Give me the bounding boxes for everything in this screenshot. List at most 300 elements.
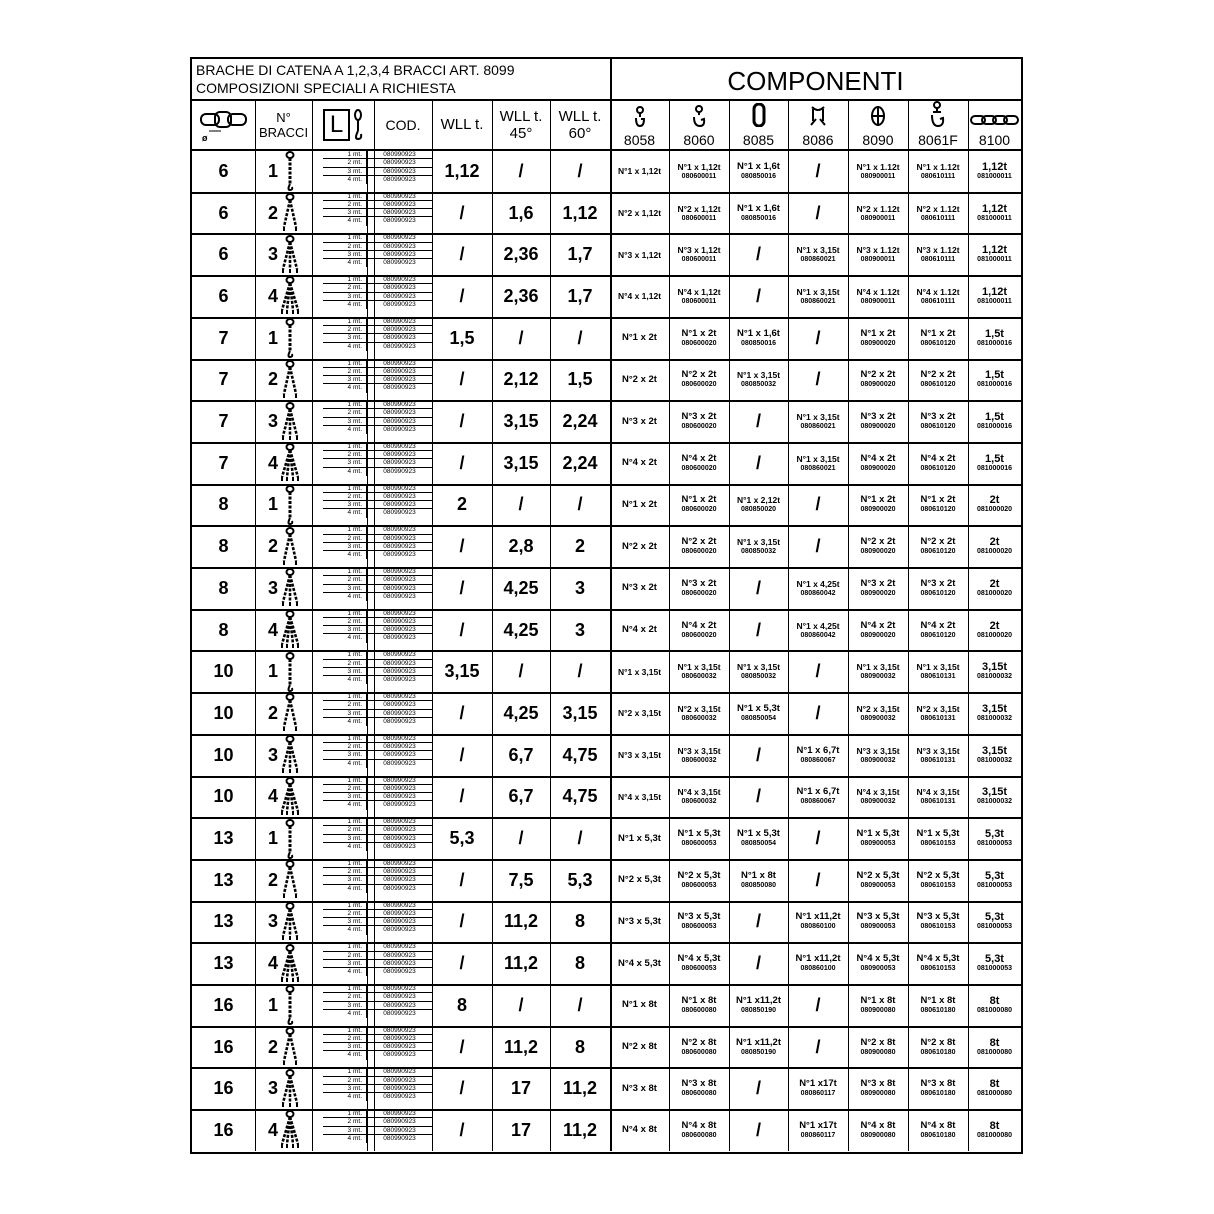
component-code: 080600020 [681,423,717,431]
bracci-number: 3 [267,244,278,265]
component-cell-8090 [848,276,908,317]
length-label: 2 mt. [323,785,367,792]
wll-value: 1,12 [444,160,480,181]
bracci-number: 2 [267,369,278,390]
length-row [323,1035,432,1043]
length-label: 1 mt. [323,151,367,158]
sling-leg-icon [281,318,299,358]
component-spec: N°2 x 2t [920,536,956,548]
component-spec: N°3 x 3,15t [677,745,721,756]
wll-45-value: 17 [510,1078,532,1099]
length-code: 080990923 [383,292,416,300]
length-row [323,276,432,284]
bracci-header-label: N° [276,109,291,125]
length-label: 2 mt. [323,451,367,458]
length-row [323,443,432,451]
component-code: 080850032 [740,381,777,389]
component-spec: N°3 x 8t [681,1078,717,1090]
bracci-count [255,735,312,776]
component-spec: N°1 x 3,15t [796,453,840,464]
component-code: 081000032 [976,756,1013,764]
length-code: 080990923 [383,1034,416,1042]
component-cell-8090 [848,526,908,567]
component-cell-8058 [610,777,669,818]
wll-45-value: / [518,327,524,348]
component-code: 080600020 [681,631,717,639]
component-cell-8058 [610,151,669,192]
length-row [323,660,432,668]
component-cell-8085 [729,735,788,776]
component-code: 080600020 [681,381,717,389]
component-cell-8100 [968,777,1021,818]
length-row [323,818,432,826]
wll-45-value: / [518,661,524,682]
length-label: 1 mt. [323,1068,367,1075]
length-row [323,876,432,884]
component-code: 081000053 [976,923,1013,931]
length-code: 080990923 [383,576,416,584]
sling-leg-icon [281,1027,299,1067]
component-code: 8061F [918,132,958,148]
component-cell-8058 [610,735,669,776]
component-code: 080610120 [920,548,956,556]
component-cell-8086 [788,902,848,943]
component-code: 080600020 [681,589,717,597]
bracci-number: 4 [267,953,278,974]
length-row [323,451,432,459]
component-spec: N°4 x 1,12t [677,286,721,297]
component-code: 080610120 [920,464,956,472]
component-spec: N°3 x 3,15t [916,745,960,756]
length-label: 2 mt. [323,1077,367,1084]
component-code: 080850032 [740,548,777,556]
component-code: 081000053 [976,965,1013,973]
component-cell-8100 [968,860,1021,901]
length-code: 080990923 [383,317,416,325]
component-cell-8060 [669,193,729,234]
length-row [323,793,432,801]
length-label: 3 mt. [323,376,367,383]
component-cell-8058 [610,526,669,567]
wll-60-value: 1,5 [567,369,593,390]
component-code: 8100 [978,132,1011,148]
component-cell-8060 [669,651,729,692]
component-cell-8058 [610,610,669,651]
component-code: 080610131 [920,756,956,764]
component-spec: / [755,744,761,765]
wll-value: / [459,911,465,932]
wll-value: / [459,1078,465,1099]
length-code-block [323,943,432,984]
component-spec: / [815,202,821,223]
length-code-block [323,526,432,567]
component-header-8090 [848,99,908,150]
chain-diameter: 8 [218,536,229,557]
wll-value: / [459,744,465,765]
component-spec: N°4 x 8t [920,1119,956,1131]
component-cell-8058 [610,985,669,1026]
component-cell-8061F [908,943,968,984]
length-code: 080990923 [383,1051,416,1059]
component-cell-8090 [848,443,908,484]
component-spec: 1,5t [985,411,1004,424]
component-cell-8058 [610,860,669,901]
bracci-number: 3 [267,411,278,432]
component-spec: N°1 x 4,25t [796,578,840,589]
component-spec: N°3 x 8t [622,1082,657,1094]
length-label: 1 mt. [323,610,367,617]
component-cell-8100 [968,276,1021,317]
length-code: 080990923 [383,484,416,492]
length-row [323,968,432,976]
length-code: 080990923 [383,326,416,334]
length-code: 080990923 [383,626,416,634]
length-label: 3 mt. [323,251,367,258]
length-code-block [323,693,432,734]
component-cell-8100 [968,234,1021,275]
component-spec: N°2 x 1,12t [617,208,662,219]
bracci-count [255,1068,312,1109]
length-label: 2 mt. [323,535,367,542]
component-spec: N°1 x 5,3t [737,702,780,714]
component-code: 080600080 [681,1131,717,1139]
component-cell-8085 [729,526,788,567]
length-row [323,777,432,785]
length-row [323,735,432,743]
length-row [323,159,432,167]
component-code: 080900020 [860,339,896,347]
length-code: 080990923 [383,901,416,909]
length-code-block [323,485,432,526]
length-label: 3 mt. [323,626,367,633]
wll-60-value: / [577,661,583,682]
component-code: 8090 [862,132,894,148]
component-spec: N°1 x 3,15t [736,662,781,673]
component-code: 080900080 [860,1006,896,1014]
component-spec: N°4 x 2t [681,619,717,631]
component-code: 081000011 [977,297,1012,305]
component-cell-8085 [729,943,788,984]
component-cell-8085 [729,193,788,234]
wll-45-value: / [518,994,524,1015]
bracci-count [255,651,312,692]
length-code: 080990923 [383,651,416,659]
length-code: 080990923 [383,1134,416,1142]
length-row [323,710,432,718]
component-spec: N°1 x 2t [860,494,896,506]
component-cell-8061F [908,1068,968,1109]
component-code: 081000080 [976,1048,1013,1056]
length-code-block [323,234,432,275]
component-spec: N°1 x11,2t [795,953,841,965]
component-header-8061F [908,99,968,150]
component-code: 080610180 [920,1131,956,1139]
bracci-count [255,360,312,401]
length-code: 080990923 [383,334,416,342]
length-code: 080990923 [383,284,416,292]
length-code: 080990923 [383,1001,416,1009]
component-cell-8060 [669,443,729,484]
component-code: 080600053 [681,840,717,848]
component-code: 080900032 [860,714,896,722]
component-spec: N°4 x 5,3t [618,957,661,969]
length-label: 4 mt. [323,843,367,851]
length-label: 4 mt. [323,468,367,476]
length-code-block [323,568,432,609]
wll-45-value: 4,25 [503,619,539,640]
component-cell-8090 [848,985,908,1026]
length-code: 080990923 [383,467,416,475]
component-spec: / [755,411,761,432]
length-row [323,284,432,292]
length-code: 080990923 [383,592,416,600]
component-code: 080850054 [740,714,777,722]
component-spec: N°3 x 1,12t [677,245,721,256]
chain-diameter: 10 [213,702,234,723]
length-label: 1 mt. [323,902,367,909]
bracci-number: 3 [267,1078,278,1099]
component-spec: / [755,1119,761,1140]
component-spec: N°3 x 2t [860,577,896,589]
bracci-count [255,860,312,901]
component-cell-8085 [729,318,788,359]
component-cell-8100 [968,443,1021,484]
component-spec: N°2 x 5,3t [916,869,960,881]
wll-value: / [459,202,465,223]
component-spec: N°1 x 3,15t [796,412,840,423]
components-title: COMPONENTI [727,65,904,96]
component-cell-8058 [610,1027,669,1068]
wll60-header-label: WLL t. [558,107,602,125]
component-cell-8090 [848,1027,908,1068]
component-cell-8060 [669,360,729,401]
component-cell-8100 [968,943,1021,984]
component-spec: 1,12t [981,244,1008,257]
length-code: 080990923 [383,509,416,517]
component-spec: 5,3t [985,869,1004,882]
bracci-number: 4 [267,285,278,306]
length-row [323,293,432,301]
component-cell-8061F [908,610,968,651]
component-spec: N°4 x 8t [622,1124,657,1136]
length-label: 2 mt. [323,618,367,625]
component-code: 080900020 [860,464,896,472]
component-header-8085 [729,99,788,150]
component-code: 081000020 [976,548,1013,556]
length-row [323,585,432,593]
component-code: 080600053 [681,923,717,931]
component-code: 080850016 [740,214,777,222]
length-label: 1 mt. [323,443,367,450]
component-cell-8085 [729,401,788,442]
component-spec: N°1 x 2,12t [736,495,781,506]
component-code: 080600020 [681,548,717,556]
component-spec: N°2 x 3,15t [617,708,662,719]
component-code: 080860021 [800,297,836,305]
component-spec: N°4 x 3,15t [856,787,900,798]
component-cell-8090 [848,818,908,859]
component-spec: N°1 x 3,15t [736,537,781,548]
length-code-block [323,401,432,442]
length-label: 3 mt. [323,1127,367,1134]
component-code: 080610153 [920,881,956,889]
wll-60-value: 5,3 [567,869,593,890]
component-cell-8060 [669,276,729,317]
length-code: 080990923 [383,868,416,876]
component-code: 080610120 [920,339,956,347]
component-code: 081000020 [976,631,1013,639]
component-code: 080900020 [860,589,896,597]
wll-value: / [459,577,465,598]
component-spec: / [815,661,821,682]
component-spec: N°3 x 1,12t [617,249,662,260]
component-spec: / [755,786,761,807]
component-code: 080600011 [681,256,717,264]
chain-diameter: 8 [218,577,229,598]
length-label: 4 mt. [323,760,367,768]
component-cell-8086 [788,1068,848,1109]
component-code: 080900053 [860,881,896,889]
component-code: 081000032 [976,798,1013,806]
component-spec: 2t [989,577,1000,590]
component-code: 081000053 [976,881,1013,889]
length-row [323,326,432,334]
length-row [323,1093,432,1101]
component-spec: N°4 x 2t [622,457,657,469]
length-code: 080990923 [383,192,416,200]
sling-leg-icon [281,693,299,733]
component-cell-8060 [669,318,729,359]
length-label: 4 mt. [323,593,367,601]
component-cell-8086 [788,234,848,275]
length-label: 1 mt. [323,1027,367,1034]
component-spec: / [815,1036,821,1057]
length-label: 4 mt. [323,676,367,684]
length-label: 3 mt. [323,793,367,800]
component-cell-8090 [848,943,908,984]
length-row [323,960,432,968]
component-cell-8085 [729,360,788,401]
component-spec: N°4 x 5,3t [677,953,721,965]
component-code: 080860067 [800,756,836,764]
wll-45-value: 6,7 [508,786,534,807]
component-code: 080610111 [920,172,956,180]
length-label: 4 mt. [323,968,367,976]
component-cell-8058 [610,902,669,943]
component-cell-8085 [729,860,788,901]
component-spec: N°1 x 3,15t [677,662,721,673]
length-code: 080990923 [383,501,416,509]
length-row [323,217,432,225]
sling-leg-icon [281,568,299,608]
component-cell-8100 [968,610,1021,651]
length-row [323,418,432,426]
length-code: 080990923 [383,701,416,709]
component-spec: N°1 x 2t [860,327,896,339]
wll-value: 3,15 [444,661,480,682]
component-cell-8090 [848,693,908,734]
column-divider [312,99,313,1151]
length-label: 1 mt. [323,568,367,575]
oval-link-icon [752,103,766,132]
length-label: 2 mt. [323,284,367,291]
component-cell-8085 [729,485,788,526]
component-spec: N°4 x 2t [681,452,717,464]
chain-diameter: 6 [218,202,229,223]
length-row [323,1051,432,1059]
component-cell-8061F [908,777,968,818]
bracci-number: 1 [267,994,278,1015]
component-code: 081000080 [976,1131,1013,1139]
component-code: 081000032 [976,673,1013,681]
length-row [323,1127,432,1135]
length-label: 2 mt. [323,368,367,375]
component-cell-8100 [968,1110,1021,1151]
wll-60-value: 3 [574,577,585,598]
bracci-count [255,1110,312,1151]
component-code: 080900020 [860,631,896,639]
bracci-count [255,151,312,192]
wll-value: / [459,285,465,306]
component-spec: 1,12t [981,202,1008,215]
component-code: 080850190 [740,1006,777,1014]
component-code: 080600011 [681,172,717,180]
length-label: 2 mt. [323,493,367,500]
component-code: 080860021 [800,464,836,472]
component-spec: / [815,327,821,348]
length-row [323,634,432,642]
component-spec: N°3 x 2t [681,411,717,423]
component-code: 080600080 [681,1090,717,1098]
component-spec: N°1 x 2t [622,332,657,344]
wll-45-value: 17 [510,1119,532,1140]
component-spec: N°4 x 5,3t [856,953,900,965]
component-spec: N°4 x 3,15t [677,787,721,798]
component-header-8100 [968,99,1021,150]
length-label: 3 mt. [323,1085,367,1092]
length-row [323,301,432,309]
component-spec: / [755,285,761,306]
length-code-block [323,902,432,943]
wll-60-value: 1,7 [567,285,593,306]
wll-value: / [459,1119,465,1140]
component-spec: / [815,494,821,515]
length-code: 080990923 [383,151,416,158]
length-header [312,99,374,150]
component-code: 080900080 [860,1048,896,1056]
component-spec: N°3 x 2t [681,577,717,589]
length-code: 080990923 [383,759,416,767]
length-row [323,509,432,517]
chain-diameter: 13 [213,953,234,974]
length-label: 2 mt. [323,1035,367,1042]
bracci-count [255,193,312,234]
component-spec: N°2 x 1.12t [916,203,960,214]
chain-diameter: 10 [213,744,234,765]
length-label: 1 mt. [323,693,367,700]
length-code: 080990923 [383,776,416,784]
wll-45-value: 6,7 [508,744,534,765]
component-cell-8060 [669,860,729,901]
length-row [323,259,432,267]
component-cell-8061F [908,401,968,442]
chain-diameter: 10 [213,661,234,682]
component-code: 080600053 [681,965,717,973]
wll-45-value: 3,15 [503,411,539,432]
component-code: 080850190 [740,1048,777,1056]
bracci-count [255,693,312,734]
component-spec: / [755,953,761,974]
